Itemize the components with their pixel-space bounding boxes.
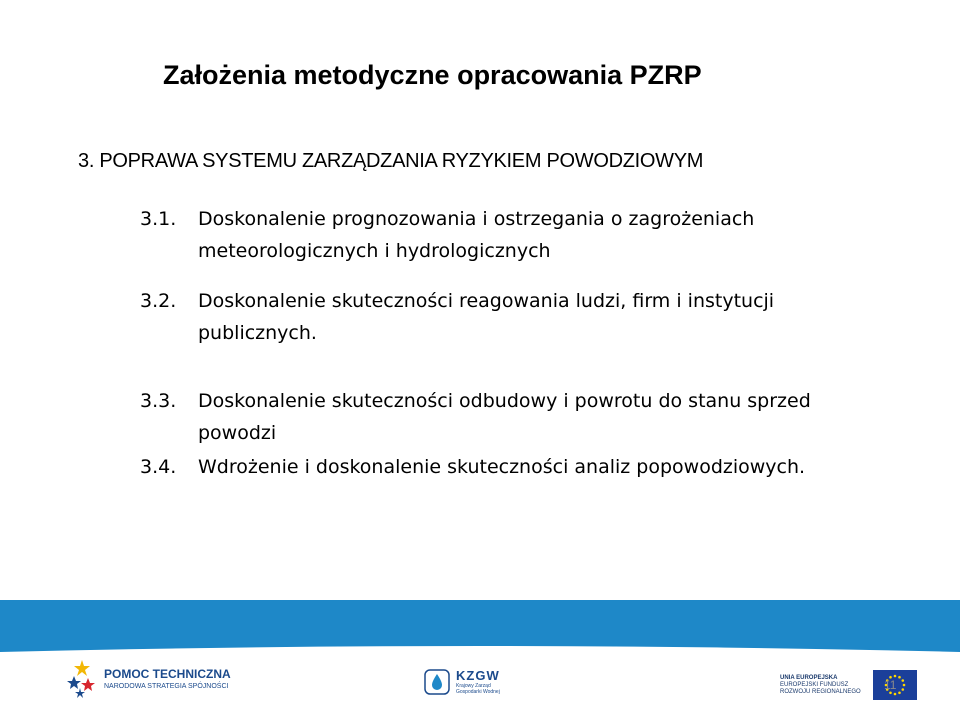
item-text: Doskonalenie prognozowania i ostrzegania o zagrożeniach meteorologicznych i hydrologicznych [198,208,755,262]
logo-eu-line3: ROZWOJU REGIONALNEGO [780,688,861,695]
item-text: Wdrożenie i doskonalenie skuteczności analiz popowodziowych. [198,456,806,478]
list-item [140,385,838,449]
page-number: 11 [884,678,897,692]
logo-eu-line2: EUROPEJSKI FUNDUSZ [780,681,849,688]
logo-pomoc-line1: POMOC TECHNICZNA [104,666,231,681]
item-number: 3.2. [140,290,177,312]
list-item [140,451,838,483]
pomoc-techniczna-logo [66,658,231,698]
stars-logo-icon [66,658,98,698]
logo-kzgw-name: KZGW [456,668,500,683]
logo-kzgw-subtitle: Krajowy Zarząd Gospodarki Wodnej [456,683,500,695]
kzgw-logo [424,668,506,695]
section-heading: 3. POPRAWA SYSTEMU ZARZĄDZANIA RYZYKIEM POWODZIOWYM [78,150,704,172]
logo-pomoc-line2: NARODOWA STRATEGIA SPÓJNOŚCI [104,682,229,690]
slide-title: Założenia metodyczne opracowania PZRP [163,60,702,90]
item-number: 3.3. [140,390,177,412]
list-item [140,285,838,349]
item-number: 3.4. [140,456,177,478]
item-number: 3.1. [140,208,177,230]
logo-eu-line1: UNIA EUROPEJSKA [780,674,838,681]
item-text: Doskonalenie skuteczności odbudowy i powrotu do stanu sprzed powodzi [198,390,811,444]
item-text: Doskonalenie skuteczności reagowania ludzi, firm i instytucji publicznych. [198,290,775,344]
water-drop-logo-icon [424,669,450,695]
list-item [140,203,838,267]
